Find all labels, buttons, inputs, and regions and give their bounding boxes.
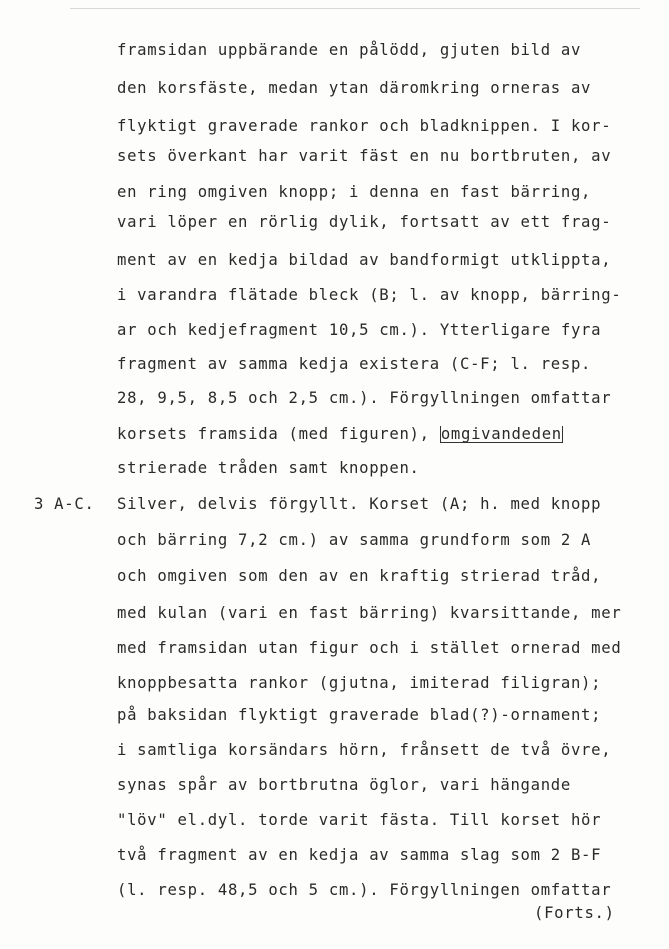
text-line: med framsidan utan figur och i stället ornerad med <box>117 639 622 657</box>
text-line: 28, 9,5, 8,5 och 2,5 cm.). Förgyllningen omfattar <box>117 389 612 407</box>
text-line: knoppbesatta rankor (gjutna, imiterad filigran); <box>117 674 602 692</box>
text-line: på baksidan flyktigt graverade blad(?)-ornament; <box>117 706 602 724</box>
text-line: och bärring 7,2 cm.) av samma grundform som 2 A <box>117 531 592 549</box>
text-line: Silver, delvis förgyllt. Korset (A; h. med knopp <box>117 495 602 513</box>
text-line: i varandra flätade bleck (B; l. av knopp, bärring- <box>117 286 622 304</box>
text-line: sets överkant har varit fäst en nu bortbruten, av <box>117 147 612 165</box>
boxed-correction-word: den <box>531 425 562 443</box>
text-line: med kulan (vari en fast bärring) kvarsittande, mer <box>117 604 622 622</box>
text-line: en ring omgiven knopp; i denna en fast bärring, <box>117 183 592 201</box>
text-line: fragment av samma kedja existera (C-F; l. resp. <box>117 355 592 373</box>
text-line: framsidan uppbärande en pålödd, gjuten bild av <box>117 41 582 59</box>
text-line: "löv" el.dyl. torde varit fästa. Till korset hör <box>117 811 602 829</box>
text-line: synas spår av bortbrutna öglor, vari hängande <box>117 776 571 794</box>
text-line: ment av en kedja bildad av bandformigt utklippta, <box>117 251 612 269</box>
text-line: vari löper en rörlig dylik, fortsatt av ett frag- <box>117 213 612 231</box>
text-line: (l. resp. 48,5 och 5 cm.). Förgyllningen omfattar <box>117 881 612 899</box>
text-line: i samtliga korsändars hörn, frånsett de två övre, <box>117 741 612 759</box>
text-line: ar och kedjefragment 10,5 cm.). Ytterligare fyra <box>117 321 602 339</box>
text-line: och omgiven som den av en kraftig strierad tråd, <box>117 567 602 585</box>
text-line: den korsfäste, medan ytan däromkring orneras av <box>117 79 592 97</box>
text-line: flyktigt graverade rankor och bladknippen. I kor- <box>117 117 612 135</box>
continuation-note: (Forts.) <box>534 904 615 922</box>
boxed-correction-word: omgivande <box>440 425 532 443</box>
page-edge-line <box>70 8 640 9</box>
entry-number-label: 3 A-C. <box>34 495 95 513</box>
text-line: strierade tråden samt knoppen. <box>117 459 420 477</box>
text-line: två fragment av en kedja av samma slag som 2 B-F <box>117 846 602 864</box>
text-segment: korsets framsida (med figuren), <box>117 425 440 443</box>
text-line-corrected <box>117 424 563 444</box>
